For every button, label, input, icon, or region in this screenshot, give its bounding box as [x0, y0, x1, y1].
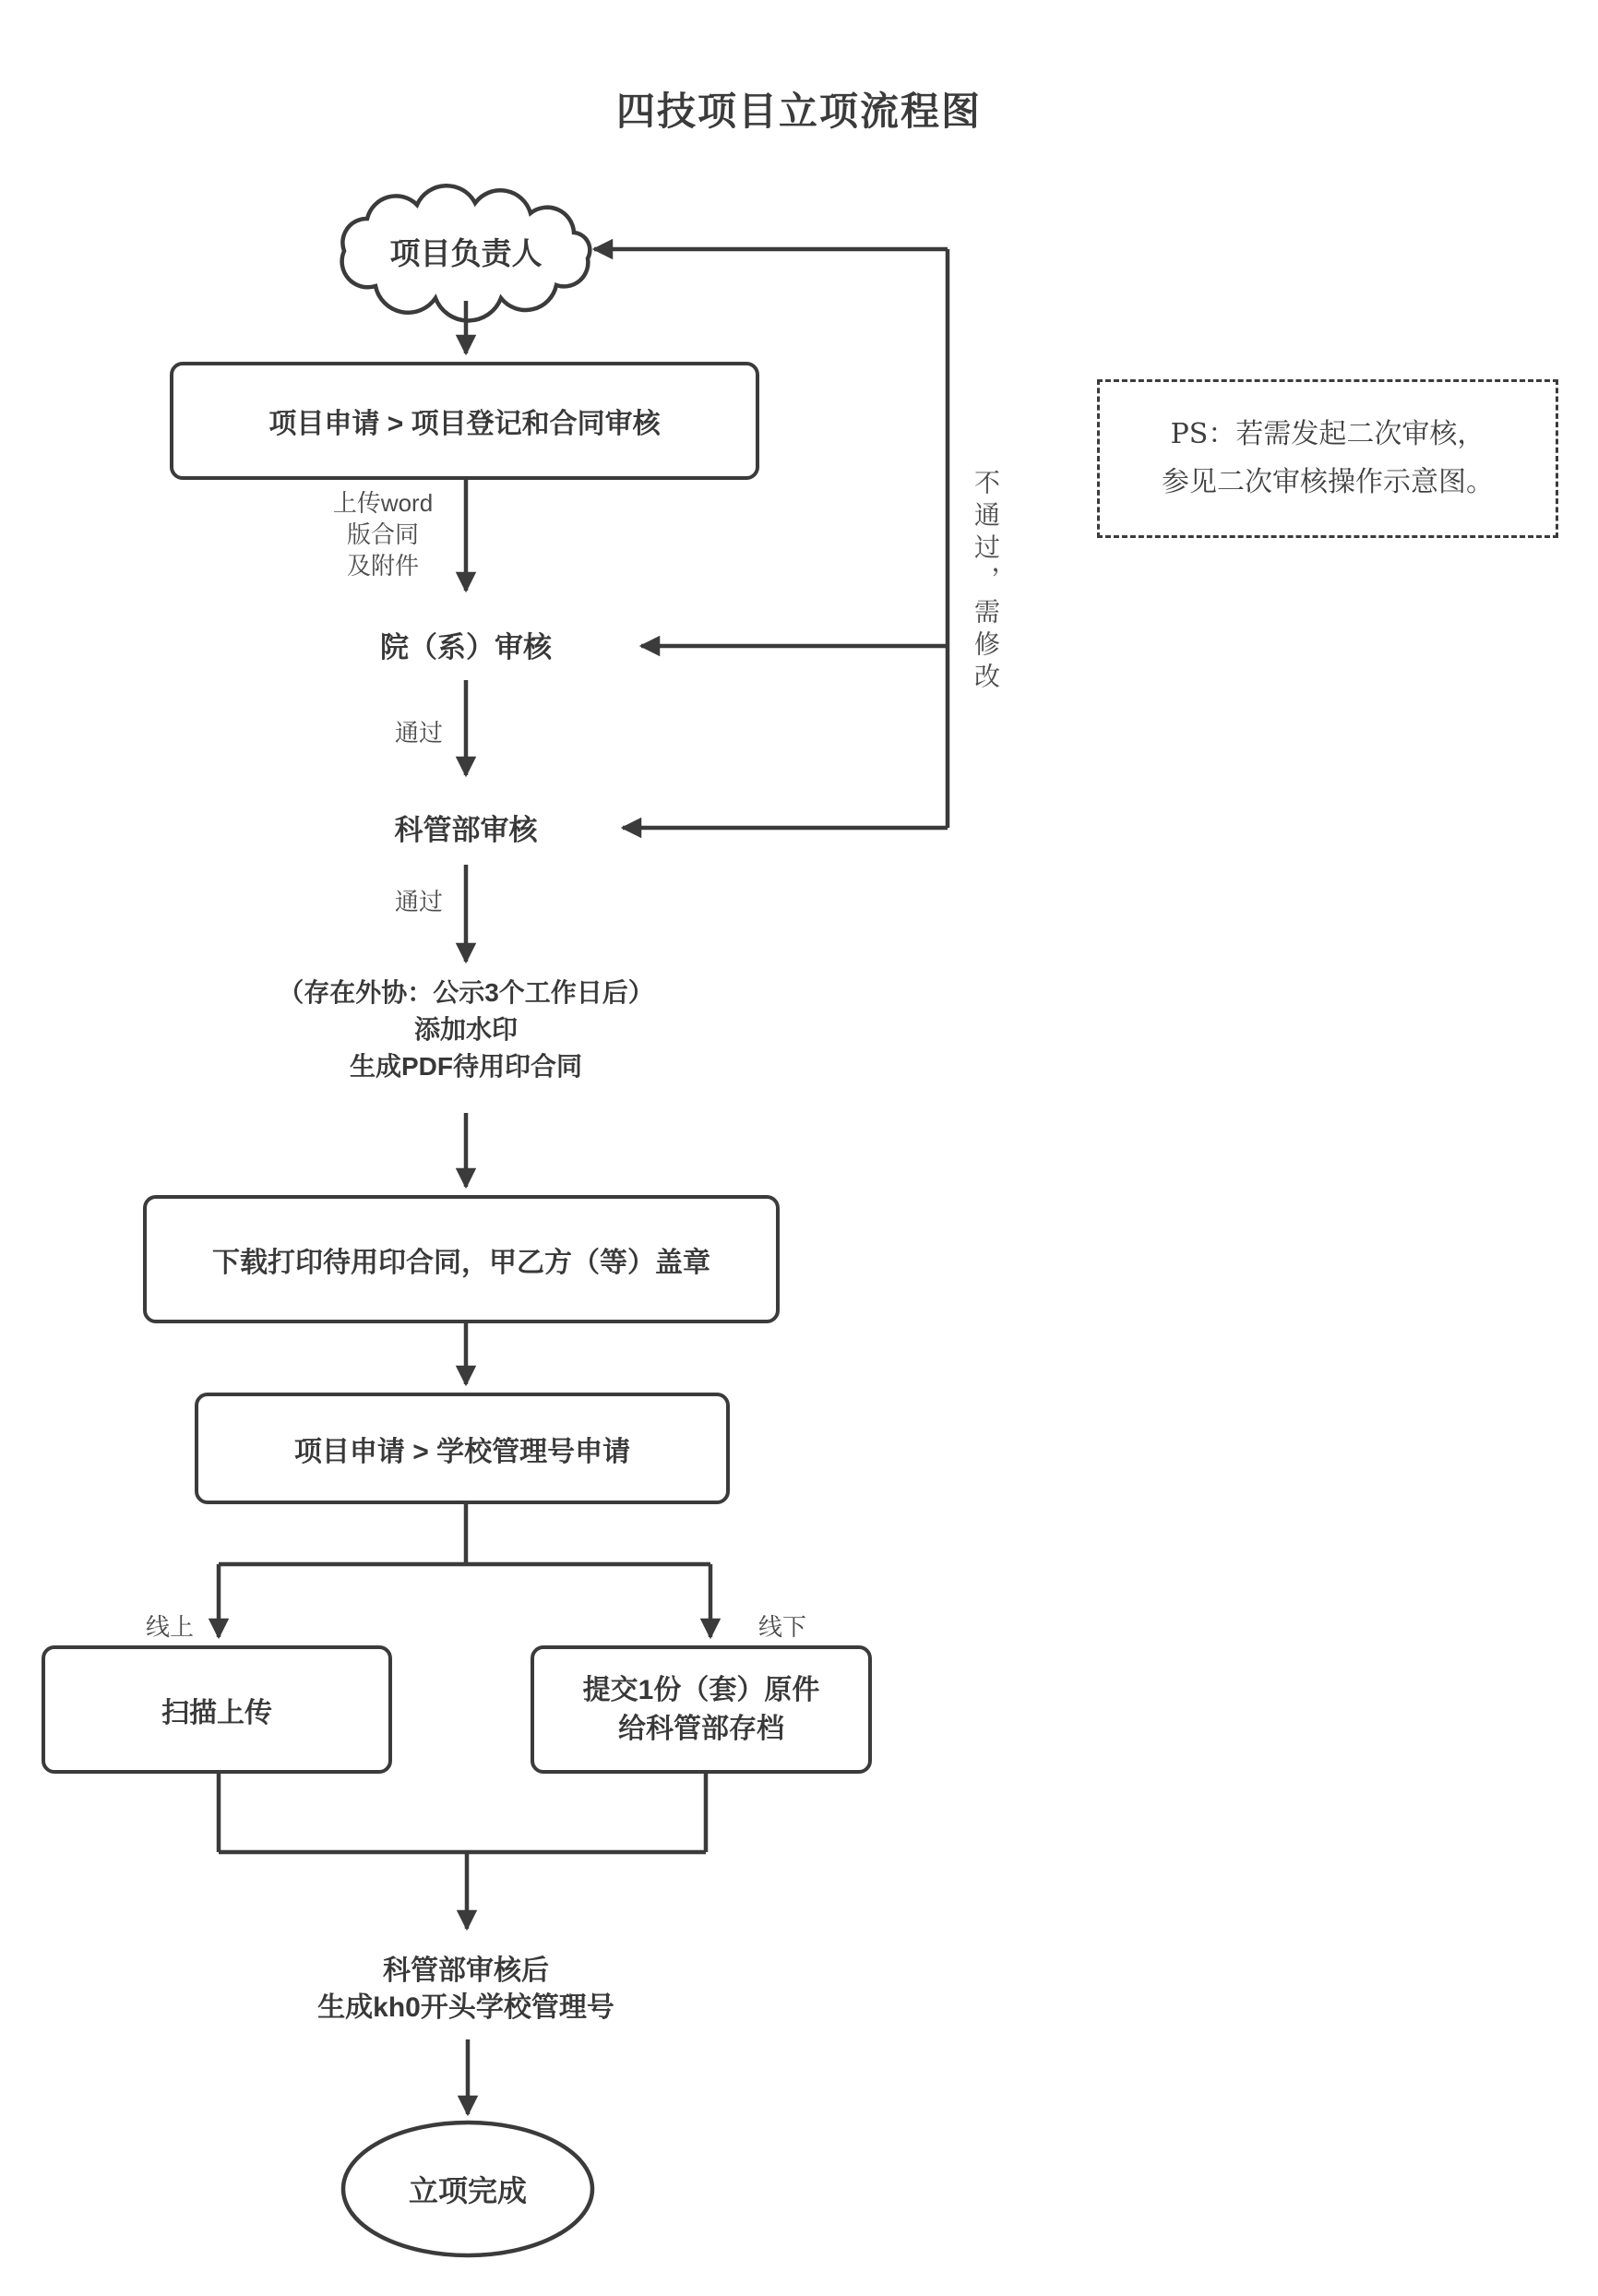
watermark-line: 生成PDF待用印合同: [349, 1052, 582, 1081]
scan-upload-box: 扫描上传: [42, 1645, 392, 1774]
school-id-box: 项目申请 > 学校管理号申请: [195, 1393, 730, 1504]
pass-label-2: 通过: [394, 888, 443, 915]
kgb-review-node: 科管部审核: [394, 814, 538, 846]
download-print-box: 下载打印待用印合同，甲乙方（等）盖章: [143, 1195, 780, 1323]
dept-review-node: 院（系）审核: [380, 631, 552, 664]
end-node-label: 立项完成: [408, 2174, 527, 2207]
start-cloud-label: 项目负责人: [389, 235, 543, 270]
generate-id-line: 科管部审核后: [383, 1955, 549, 1986]
upload-attachment-line: 及附件: [346, 552, 419, 580]
reject-feedback-label: 不通过，需修改: [972, 469, 1000, 695]
watermark-line: 添加水印: [413, 1015, 518, 1044]
pass-label-1: 通过: [394, 719, 443, 747]
watermark-line: （存在外协：公示3个工作日后）: [278, 978, 654, 1007]
submit-original-box: [531, 1645, 872, 1774]
ps-note-line: PS：若需发起二次审核，: [1170, 418, 1485, 450]
ps-note-line: 参见二次审核操作示意图。: [1162, 466, 1494, 498]
generate-id-line: 生成kh0开头学校管理号: [317, 1992, 614, 2023]
upload-attachment-line: 上传word: [332, 489, 434, 517]
upload-attachment-label: [309, 487, 457, 581]
watermark-node: [143, 975, 789, 1085]
generate-id-node: [212, 1953, 720, 2027]
registration-box: 项目申请 > 项目登记和合同审核: [170, 362, 759, 480]
online-label: 线上: [145, 1613, 194, 1641]
submit-original-line: 给科管部存档: [618, 1713, 784, 1744]
upload-attachment-line: 版合同: [346, 520, 419, 548]
page-title: 四技项目立项流程图: [615, 90, 982, 133]
ps-note-box: [1097, 379, 1558, 538]
submit-original-line: 提交1份（套）原件: [582, 1674, 820, 1705]
offline-label: 线下: [758, 1613, 807, 1641]
